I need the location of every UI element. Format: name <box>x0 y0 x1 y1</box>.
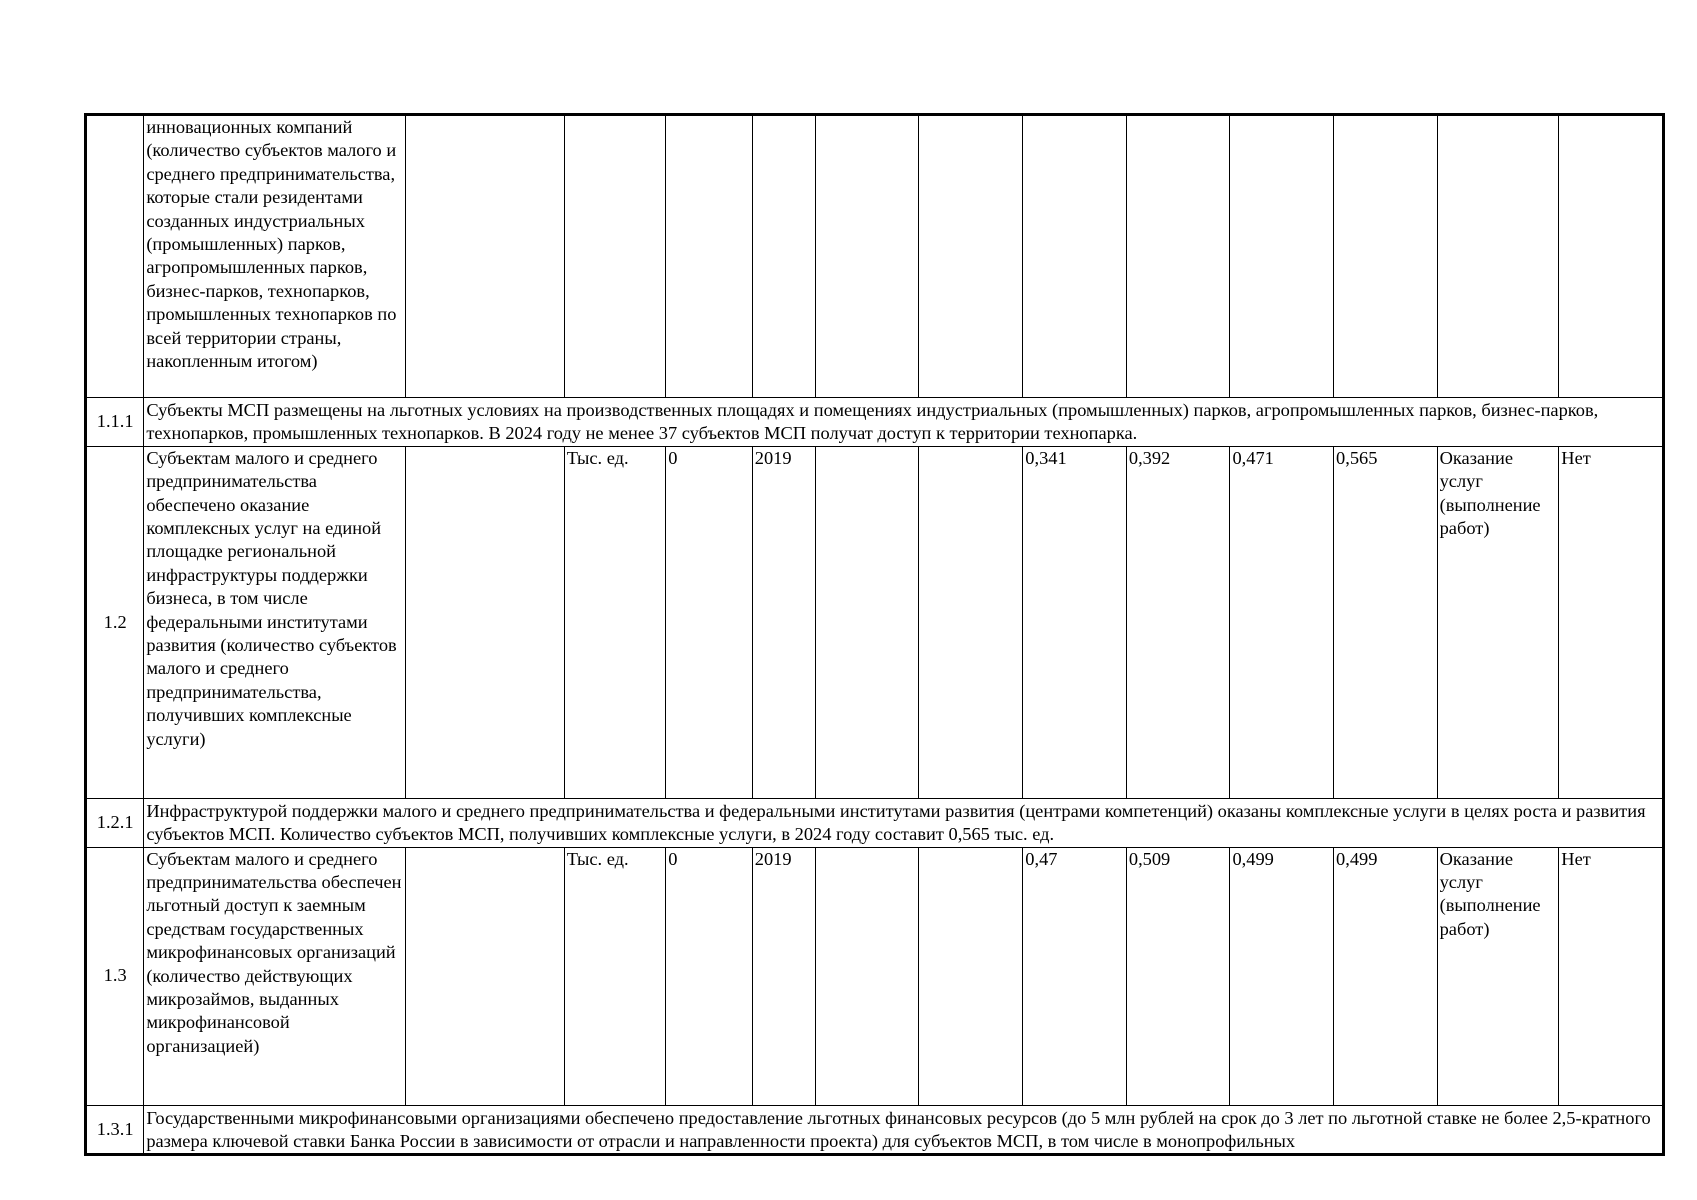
base-value-cell: 0 <box>666 446 752 798</box>
empty-cell <box>666 116 752 398</box>
row-number: 1.2.1 <box>87 798 144 847</box>
base-value-cell: 0 <box>666 847 752 1105</box>
table-row <box>87 398 1663 447</box>
base-year-cell: 2019 <box>752 847 815 1105</box>
unit-cell: Тыс. ед. <box>564 847 666 1105</box>
empty-cell <box>1334 116 1438 398</box>
result-description: Государственными микрофинансовыми организациями обеспечено предоставление льготных финансовых ресурсов (до 5 млн рублей на срок до 3 лет по льготной ставке не более 2,5-кратного размера ключевой ставки Банка России в зависимости от отрасли и направленности проекта) для субъектов МСП, в том числе в монопрофильных <box>144 1105 1663 1154</box>
value-cell: 0,47 <box>1023 847 1127 1105</box>
base-year-cell: 2019 <box>752 446 815 798</box>
indicator-name: Субъектам малого и среднего предпринимательства обеспечен льготный доступ к заемным средствам государственных микрофинансовых организаций (количество действующих микрозаймов, выданных микрофинансовой организацией) <box>144 847 405 1105</box>
empty-cell <box>405 446 564 798</box>
table-row <box>87 446 1663 798</box>
row-number: 1.1.1 <box>87 398 144 447</box>
empty-cell <box>1023 116 1127 398</box>
table-row <box>87 1105 1663 1154</box>
result-description: Инфраструктурой поддержки малого и среднего предпринимательства и федеральными институтами развития (центрами компетенций) оказаны комплексные услуги в целях роста и развития субъектов МСП. Количество субъектов МСП, получивших комплексные услуги, в 2024 году составит 0,565 тыс. ед. <box>144 798 1663 847</box>
table-row <box>87 116 1663 398</box>
type-cell: Оказание услуг (выполнение работ) <box>1437 847 1559 1105</box>
flag-cell: Нет <box>1559 446 1663 798</box>
empty-cell <box>1126 116 1230 398</box>
result-description: Субъекты МСП размещены на льготных условиях на производственных площадях и помещениях индустриальных (промышленных) парков, агропромышленных парков, бизнес-парков, технопарков, промышленных технопарков. В 2024 году не менее 37 субъектов МСП получат доступ к территории технопарка. <box>144 398 1663 447</box>
value-cell: 0,471 <box>1230 446 1334 798</box>
empty-cell <box>816 446 919 798</box>
value-cell: 0,341 <box>1023 446 1127 798</box>
row-number: 1.2 <box>87 446 144 798</box>
empty-cell <box>816 116 919 398</box>
indicator-name: инновационных компаний (количество субъектов малого и среднего предпринимательства, которые стали резидентами созданных индустриальных (промышленных) парков, агропромышленных парков, бизнес-парков, технопарков, промышленных технопарков по всей территории страны, накопленным итогом) <box>144 116 405 398</box>
empty-cell <box>918 847 1023 1105</box>
empty-cell <box>1230 116 1334 398</box>
value-cell: 0,565 <box>1334 446 1438 798</box>
value-cell: 0,499 <box>1334 847 1438 1105</box>
empty-cell <box>918 116 1023 398</box>
empty-cell <box>1559 116 1663 398</box>
empty-cell <box>405 847 564 1105</box>
empty-cell <box>918 446 1023 798</box>
empty-cell <box>405 116 564 398</box>
results-table <box>86 115 1663 1154</box>
table-row <box>87 798 1663 847</box>
value-cell: 0,509 <box>1126 847 1230 1105</box>
row-number <box>87 116 144 398</box>
row-number: 1.3 <box>87 847 144 1105</box>
type-cell: Оказание услуг (выполнение работ) <box>1437 446 1559 798</box>
value-cell: 0,392 <box>1126 446 1230 798</box>
table-row <box>87 847 1663 1105</box>
unit-cell: Тыс. ед. <box>564 446 666 798</box>
indicator-name: Субъектам малого и среднего предпринимательства обеспечено оказание комплексных услуг на единой площадке региональной инфраструктуры поддержки бизнеса, в том числе федеральными институтами развития (количество субъектов малого и среднего предпринимательства, получивших комплексные услуги) <box>144 446 405 798</box>
value-cell: 0,499 <box>1230 847 1334 1105</box>
empty-cell <box>752 116 815 398</box>
empty-cell <box>1437 116 1559 398</box>
empty-cell <box>816 847 919 1105</box>
empty-cell <box>564 116 666 398</box>
row-number: 1.3.1 <box>87 1105 144 1154</box>
flag-cell: Нет <box>1559 847 1663 1105</box>
